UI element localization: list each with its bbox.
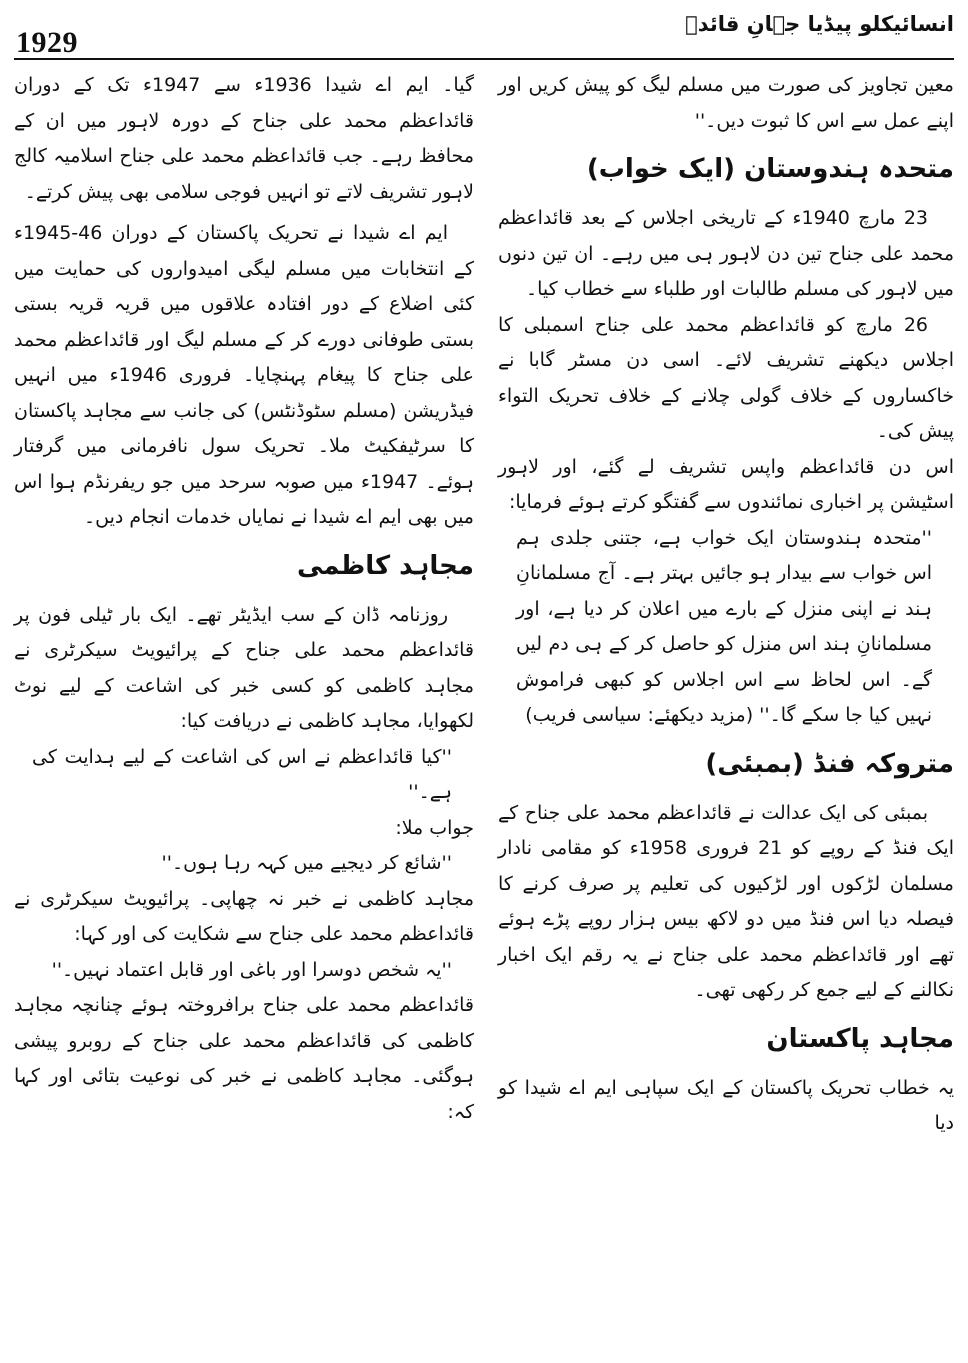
paragraph: اس دن قائداعظم واپس تشریف لے گئے، اور لاہور اسٹیشن پر اخباری نمائندوں سے گفتگو کرتے ہوئے فرمایا: <box>498 455 954 513</box>
section-heading: متروکہ فنڈ (بمبئی) <box>705 748 954 779</box>
section-heading: مجاہد پاکستان <box>766 1023 954 1054</box>
section-heading: متحدہ ہندوستان (ایک خواب) <box>586 154 954 184</box>
paragraph: قائداعظم محمد علی جناح برافروختہ ہوئے چنانچہ مجاہد کاظمی کی قائداعظم محمد علی جناح کے روبرو پیشی ہوگئی۔ مجاہد کاظمی نے خبر کی نوعیت بتائی اور کہا کہ: <box>14 994 474 1123</box>
paragraph: مجاہد کاظمی نے خبر نہ چھاپی۔ پرائیویٹ سیکرٹری نے قائداعظم محمد علی جناح سے شکایت کی اور کہا: <box>14 887 474 945</box>
block-quote: ''یہ شخص دوسرا اور باغی اور قابل اعتماد نہیں۔'' <box>51 958 452 981</box>
paragraph: 23 مارچ 1940ء کے تاریخی اجلاس کے بعد قائداعظم محمد علی جناح تین دن لاہور ہی میں رہے۔ ان تین دنوں میں لاہور کی مسلم طالبات اور طلباء سے خطاب کیا۔ <box>498 207 954 300</box>
section-heading: مجاہد کاظمی <box>296 550 474 581</box>
block-quote: ''شائع کر دیجیے میں کہہ رہا ہوں۔'' <box>161 852 452 874</box>
paragraph: معین تجاویز کی صورت میں مسلم لیگ کو پیش کریں اور اپنے عمل سے اس کا ثبوت دیں۔'' <box>498 74 954 132</box>
left-column <box>14 68 474 1130</box>
page-number: 1929 <box>16 26 78 59</box>
right-column <box>498 68 954 1142</box>
block-quote: ''کیا قائداعظم نے اس کی اشاعت کے لیے ہدایت کی ہے۔'' <box>32 745 452 803</box>
paragraph: ایم اے شیدا نے تحریک پاکستان کے دوران 46-1945ء کے انتخابات میں مسلم لیگی امیدواروں کی حمایت میں کئی اضلاع کے دور افتادہ علاقوں میں قریہ قریہ بستی بستی طوفانی دورے کر کے مسلم لیگ اور قائداعظم محمد علی جناح کا پیغام پہنچایا۔ فروری 1946ء میں انہیں فیڈریشن (مسلم سٹوڈنٹس) کی جانب سے مجاہد پاکستان کا سرٹیفکیٹ ملا۔ تحریک سول نافرمانی میں گرفتار ہوئے۔ 1947ء میں صوبہ سرحد میں جو ریفرنڈم ہوا اس میں بھی ایم اے شیدا نے نمایاں خدمات انجام دیں۔ <box>14 222 474 528</box>
block-quote: ''متحدہ ہندوستان ایک خواب ہے، جتنی جلدی ہم اس خواب سے بیدار ہو جائیں بہتر ہے۔ آج مسلمانانِ ہند نے اپنی منزل کے بارے میں اعلان کر دیا ہے، اور مسلمانانِ ہند اس منزل کو حاصل کر کے ہی دم لیں گے۔ اس لحاظ سے اس اجلاس کو کبھی فراموش نہیں کیا جا سکے گا۔'' (مزید دیکھئے: سیاسی فریب) <box>516 526 932 726</box>
paragraph: 26 مارچ کو قائداعظم محمد علی جناح اسمبلی کا اجلاس دیکھنے تشریف لائے۔ اسی دن مسٹر گابا نے خاکساروں کے خلاف گولی چلانے کے خلاف تحریک التواء پیش کی۔ <box>498 313 954 442</box>
paragraph: بمبئی کی ایک عدالت نے قائداعظم محمد علی جناح کے ایک فنڈ کے روپے کو 21 فروری 1958ء کو مقامی نادار مسلمان لڑکوں اور لڑکیوں کی تعلیم پر صرف کرنے کا فیصلہ دیا اس فنڈ میں دو لاکھ بیس ہزار روپے پڑے ہوئے تھے اور قائداعظم محمد علی جناح نے یہ رقم ایک اخبار نکالنے کے لیے جمع کر رکھی تھی۔ <box>498 801 955 1001</box>
header-rule <box>14 58 954 60</box>
paragraph: جواب ملا: <box>395 816 474 839</box>
running-title: انسائیکلو پیڈیا جہانِ قائدؒ <box>685 12 954 36</box>
paragraph: روزنامہ ڈان کے سب ایڈیٹر تھے۔ ایک بار ٹیلی فون پر قائداعظم محمد علی جناح کے پرائیویٹ سیکرٹری نے مجاہد کاظمی کو کسی خبر کی اشاعت کے لیے نوٹ لکھوایا، مجاہد کاظمی نے دریافت کیا: <box>14 603 474 732</box>
paragraph: یہ خطاب تحریک پاکستان کے ایک سپاہی ایم اے شیدا کو دیا <box>498 1076 954 1134</box>
paragraph: گیا۔ ایم اے شیدا 1936ء سے 1947ء تک کے دوران قائداعظم محمد علی جناح کے دورہ لاہور میں ان کے محافظ رہے۔ جب قائداعظم محمد علی جناح اسلامیہ کالج لاہور تشریف لاتے تو انہیں فوجی سلامی بھی پیش کرتے۔ <box>14 74 474 203</box>
